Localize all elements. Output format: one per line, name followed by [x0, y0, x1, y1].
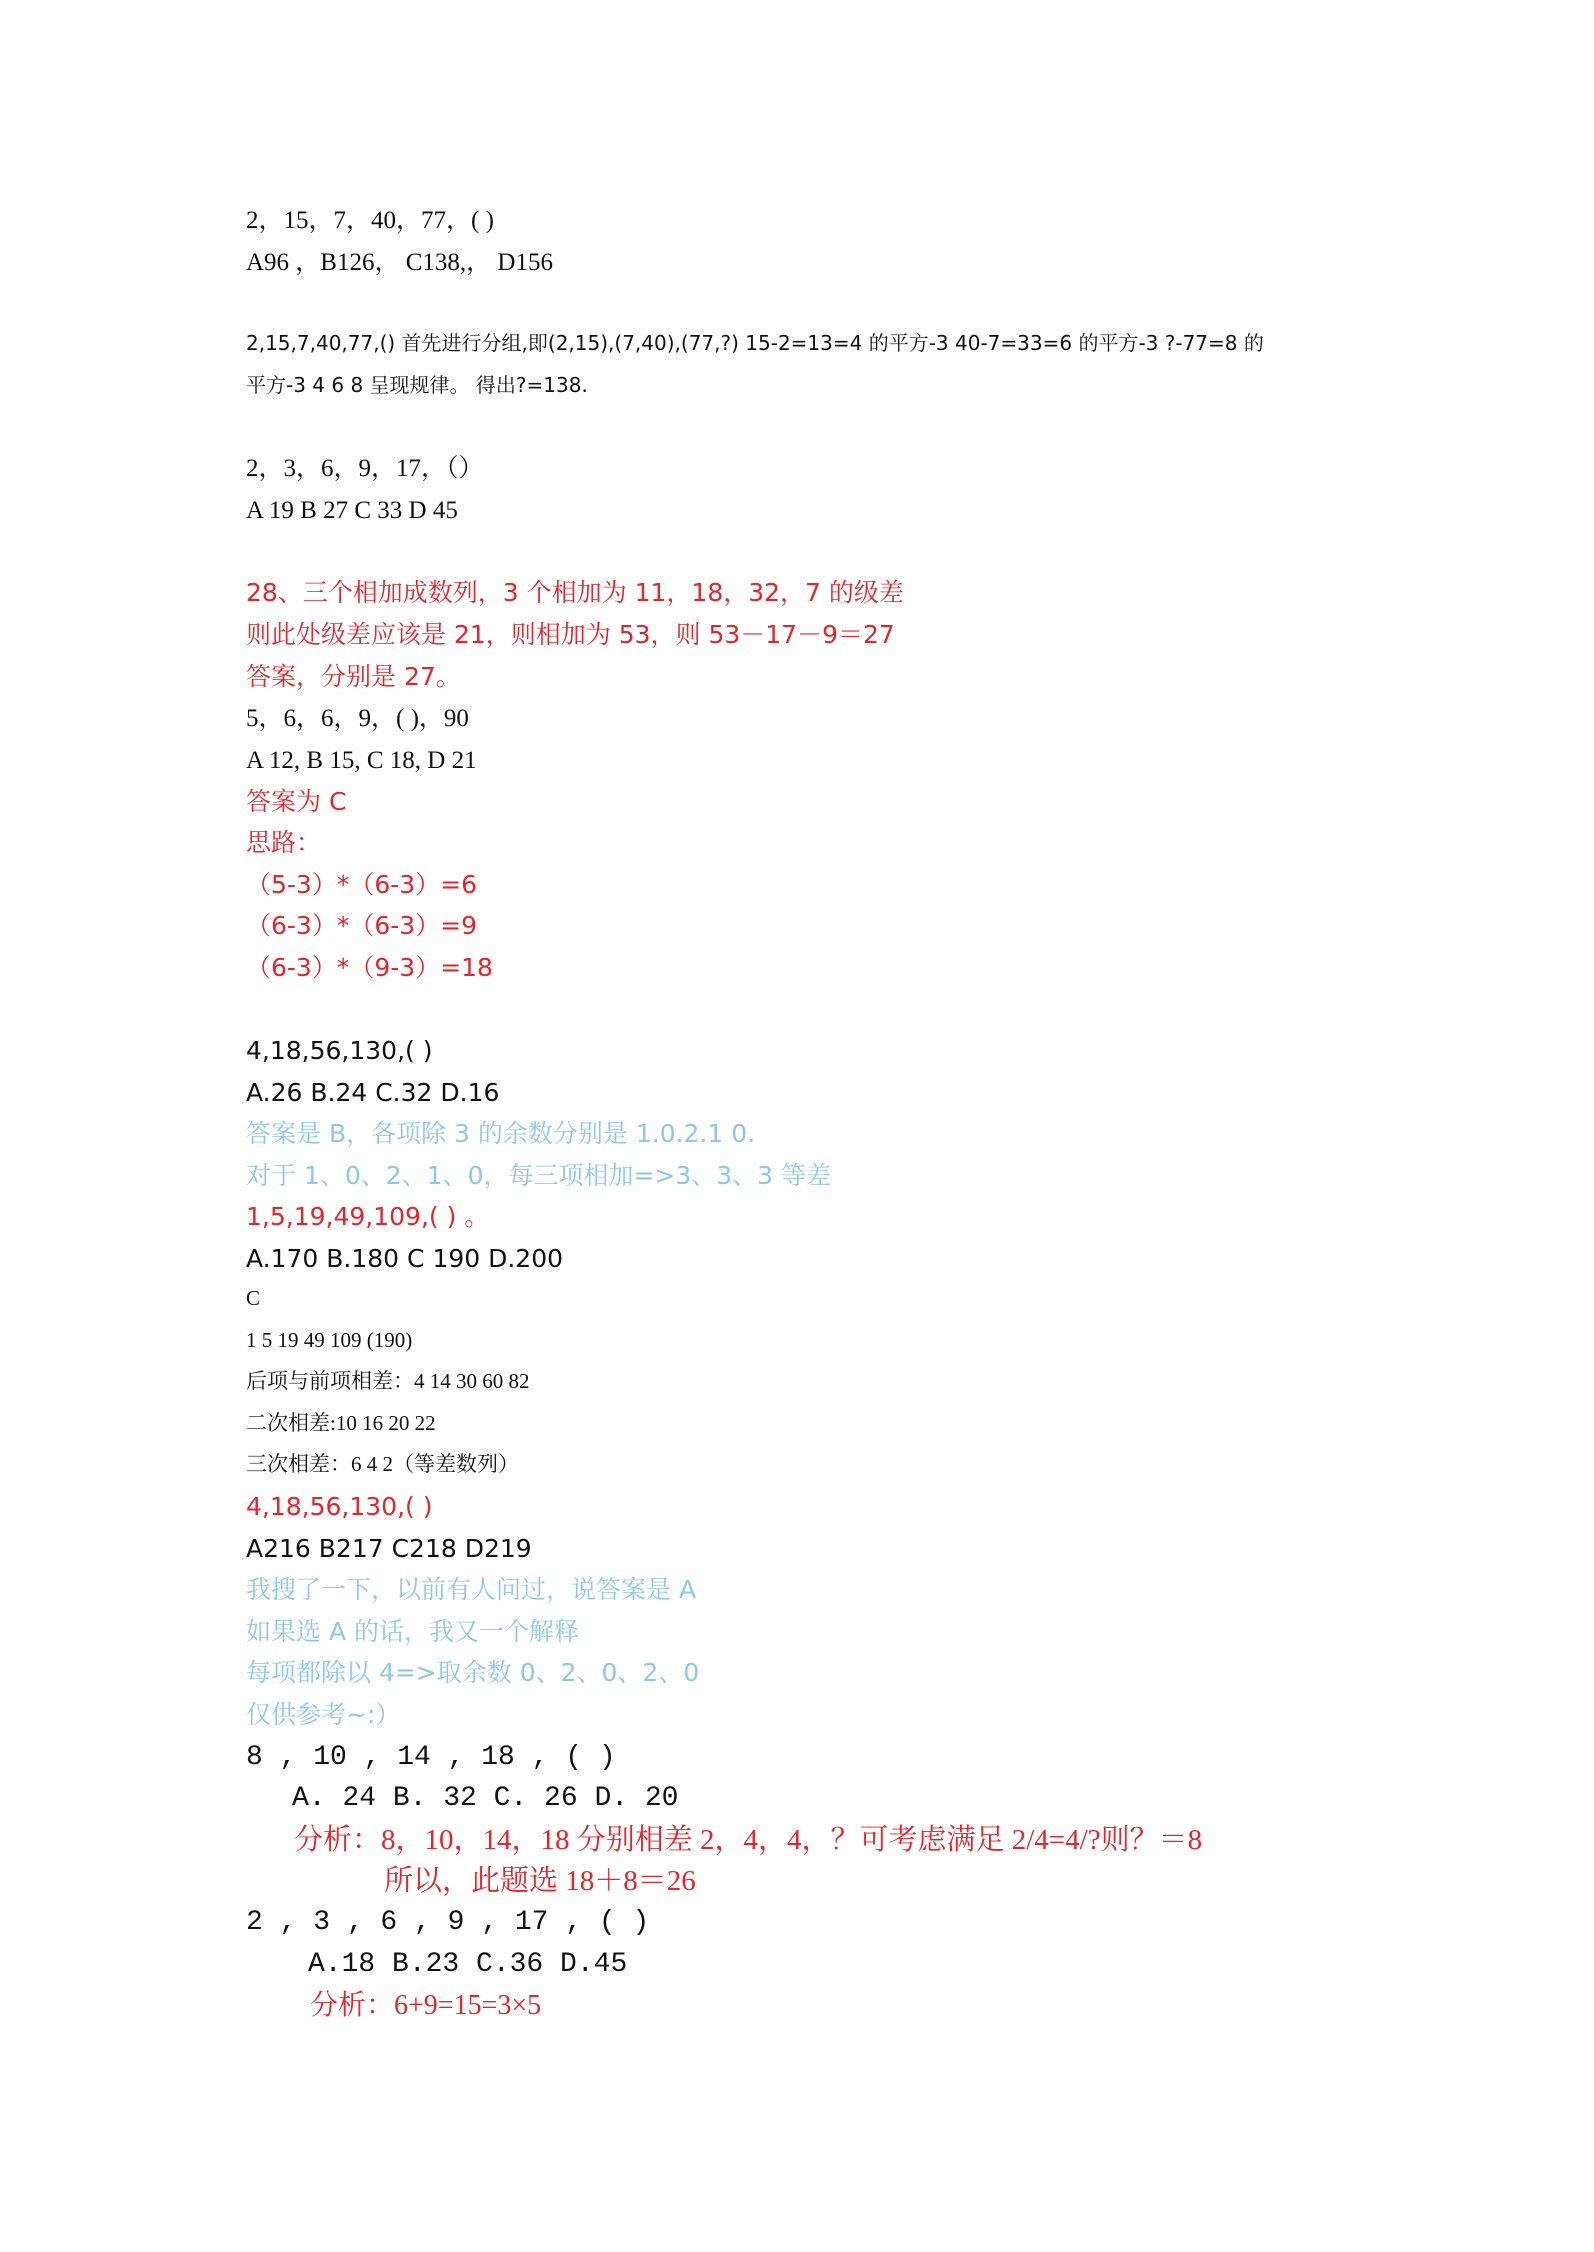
- q1-question: 2，15，7，40，77，( ): [246, 207, 494, 234]
- q5-diff3: 三次相差：6 4 2（等差数列）: [246, 1452, 519, 1476]
- q6-options: A216 B217 C218 D219: [246, 1534, 532, 1563]
- q8-analysis: 分析：6+9=15=3×5: [310, 1990, 542, 2021]
- q6-note4: 仅供参考~:）: [246, 1700, 401, 1729]
- q2-options: A 19 B 27 C 33 D 45: [246, 497, 458, 524]
- q4-answer-line2: 对于 1、0、2、1、0，每三项相加=>3、3、3 等差: [246, 1161, 832, 1190]
- q5-options: A.170 B.180 C 190 D.200: [246, 1244, 564, 1273]
- q3-step2: （6-3）*（6-3）=9: [246, 911, 478, 940]
- q1-options: A96 ，B126， C138,， D156: [246, 249, 553, 276]
- q3-answer: 答案为 C: [246, 787, 347, 816]
- q2-analysis-line2: 则此处级差应该是 21，则相加为 53，则 53－17－9＝27: [246, 620, 895, 649]
- q7-analysis-line2: 所以，此题选 18＋8＝26: [384, 1865, 696, 1897]
- q3-options: A 12, B 15, C 18, D 21: [246, 747, 477, 774]
- q7-question: 8 , 10 , 14 , 18 , ( ): [246, 1742, 616, 1773]
- q4-answer-line1: 答案是 B，各项除 3 的余数分别是 1.0.2.1 0.: [246, 1119, 756, 1148]
- q7-analysis-line1: 分析：8，10，14，18 分别相差 2，4，4，？可考虑满足 2/4=4/?则？＝8: [294, 1824, 1203, 1856]
- q8-options: A.18 B.23 C.36 D.45: [308, 1949, 628, 1980]
- q2-analysis-line3: 答案，分别是 27。: [246, 662, 461, 691]
- q3-question: 5，6，6，9，( )，90: [246, 705, 469, 732]
- q5-answer: C: [246, 1286, 261, 1310]
- q5-diff2: 二次相差:10 16 20 22: [246, 1411, 436, 1435]
- q6-question: 4,18,56,130,( ): [246, 1492, 433, 1521]
- q4-options: A.26 B.24 C.32 D.16: [246, 1078, 500, 1107]
- q5-sequence: 1 5 19 49 109 (190): [246, 1328, 413, 1352]
- q6-note1: 我搜了一下，以前有人问过，说答案是 A: [246, 1575, 697, 1604]
- q1-explanation-line2: 平方-3 4 6 8 呈现规律。 得出?=138.: [246, 373, 588, 397]
- q6-note3: 每项都除以 4=>取余数 0、2、0、2、0: [246, 1658, 700, 1687]
- q5-diff1: 后项与前项相差：4 14 30 60 82: [246, 1369, 530, 1393]
- q7-options: A. 24 B. 32 C. 26 D. 20: [292, 1783, 679, 1814]
- q6-note2: 如果选 A 的话，我又一个解释: [246, 1617, 579, 1646]
- q3-step3: （6-3）*（9-3）=18: [246, 953, 493, 982]
- q2-analysis-line1: 28、三个相加成数列，3 个相加为 11，18，32，7 的级差: [246, 578, 904, 607]
- q3-step1: （5-3）*（6-3）=6: [246, 870, 478, 899]
- q2-question: 2，3，6，9，17，（）: [246, 455, 484, 482]
- q5-question: 1,5,19,49,109,( ) 。: [246, 1202, 490, 1231]
- q4-question: 4,18,56,130,( ): [246, 1036, 433, 1065]
- q8-question: 2 , 3 , 6 , 9 , 17 , ( ): [246, 1907, 650, 1938]
- q3-approach-label: 思路：: [246, 828, 322, 857]
- q1-explanation-line1: 2,15,7,40,77,() 首先进行分组,即(2,15),(7,40),(77,?) 15-2=13=4 的平方-3 40-7=33=6 的平方-3 ?-77=8 的: [246, 331, 1264, 355]
